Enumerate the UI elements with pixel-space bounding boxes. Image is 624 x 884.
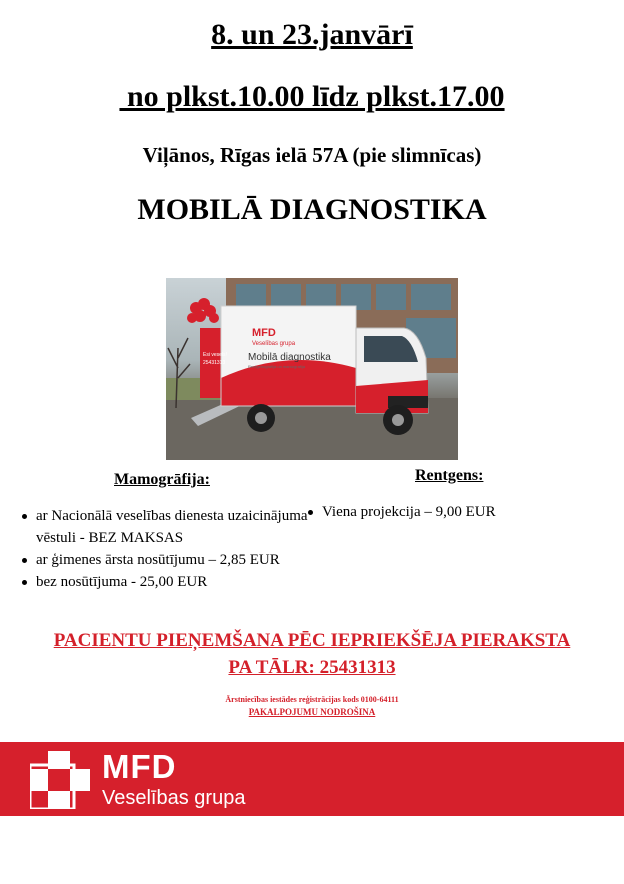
- list-item: Viena projekcija – 9,00 EUR: [308, 501, 568, 523]
- mammography-price-list: [22, 505, 322, 593]
- page-title: MOBILĀ DIAGNOSTIKA: [137, 193, 487, 226]
- xray-heading: Rentgens:: [415, 467, 484, 484]
- truck-brand-sub: Veselības grupa: [252, 341, 296, 347]
- event-address: Viļānos, Rīgas ielā 57A (pie slimnīcas): [142, 143, 482, 167]
- event-dates: 8. un 23.janvārī: [211, 18, 413, 51]
- mobile-truck-photo: [166, 278, 458, 460]
- list-item: ar ģimenes ārsta nosūtījumu – 2,85 EUR: [22, 549, 322, 571]
- truck-illustration: [166, 278, 458, 460]
- list-item: bez nosūtījuma - 25,00 EUR: [22, 571, 322, 593]
- registration-code: Ārstniecības iestādes reģistrācijas kods 0100-64111: [225, 695, 399, 704]
- appointment-phone: PA TĀLR: 25431313: [228, 657, 396, 678]
- list-item: ar Nacionālā veselības dienesta uzaicinājuma vēstuli - BEZ MAKSAS: [22, 505, 322, 549]
- provider-label: PAKALPOJUMU NODROŠINA: [248, 707, 376, 717]
- cross-logo-icon: [30, 751, 90, 809]
- footer-subtitle: Veselības grupa: [102, 787, 246, 809]
- door-text: Esi vesels!: [203, 352, 227, 358]
- mammography-heading: Mamogrāfija:: [114, 471, 210, 488]
- truck-label-sub: Rentgenografija un mamografija: [248, 364, 305, 369]
- xray-price-list: [308, 501, 568, 523]
- truck-brand: MFD: [252, 327, 276, 339]
- footer-banner: [0, 742, 624, 816]
- footer-brand: MFD: [102, 748, 177, 785]
- door-phone: 25431313: [203, 360, 226, 366]
- balloons: [187, 298, 219, 323]
- appointment-notice: PACIENTU PIEŅEMŠANA PĒC IEPRIEKŠĒJA PIERAKSTA: [53, 630, 571, 651]
- truck-label: Mobilā diagnostika: [248, 352, 331, 363]
- event-hours: no plkst.10.00 līdz plkst.17.00: [119, 80, 505, 113]
